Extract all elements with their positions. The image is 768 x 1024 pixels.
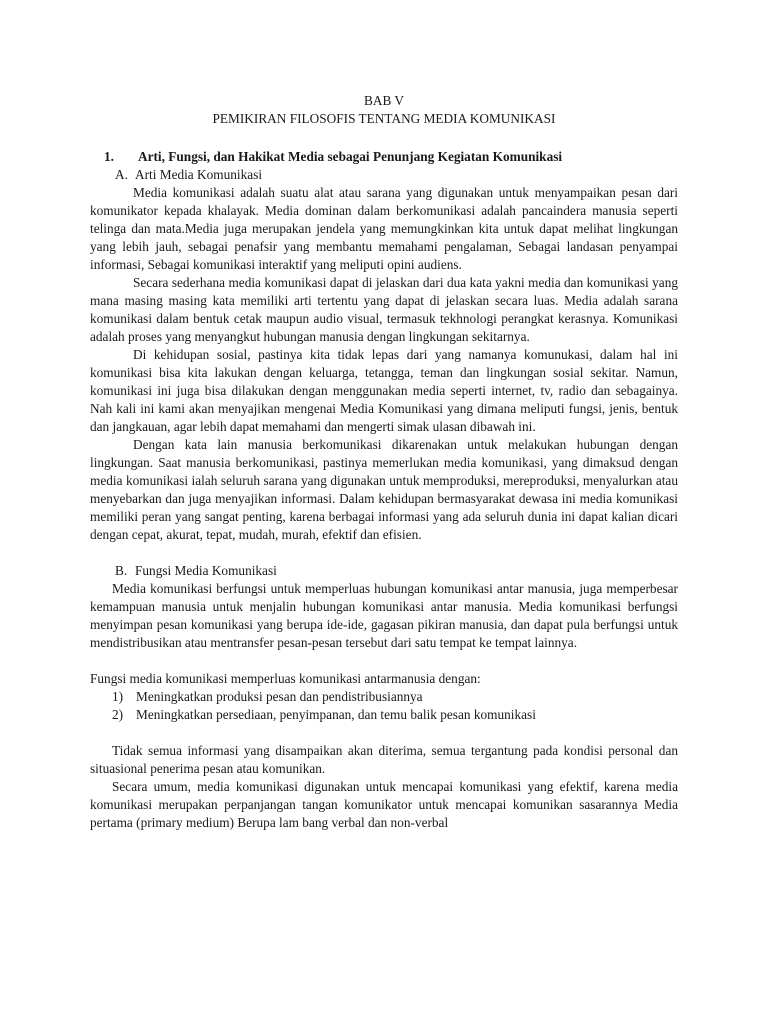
paragraph: Media komunikasi berfungsi untuk memperluas hubungan komunikasi antar manusia, juga memperbesar kemampuan manusia untuk menjalin hubungan komunikasi antar manusia. Media komunikasi berfungsi menyimpan pesan komunikasi yang berupa ide-ide, gagasan pikiran manusia, dan dapat pula berfungsi untuk mendistribusikan atau mentransfer pesan-pesan tersebut dari satu tempat ke tempat lainnya. bbox=[90, 581, 678, 650]
chapter-label: BAB V bbox=[363, 93, 405, 108]
paragraph: Tidak semua informasi yang disampaikan akan diterima, semua tergantung pada kondisi personal dan situasional penerima pesan atau komunikan. bbox=[90, 743, 678, 776]
list-marker: 2) bbox=[112, 707, 124, 722]
subsection-b-heading bbox=[90, 562, 678, 580]
subsection-b-title: Fungsi Media Komunikasi bbox=[135, 563, 277, 578]
function-intro: Fungsi media komunikasi memperluas komunikasi antarmanusia dengan: bbox=[90, 671, 481, 686]
subsection-a-title: Arti Media Komunikasi bbox=[135, 167, 263, 182]
list-item bbox=[90, 688, 678, 706]
section-number: 1. bbox=[104, 149, 114, 164]
spacer bbox=[90, 652, 678, 670]
spacer bbox=[90, 544, 678, 562]
list-marker: 1) bbox=[112, 689, 124, 704]
spacer bbox=[90, 724, 678, 742]
chapter-title: PEMIKIRAN FILOSOFIS TENTANG MEDIA KOMUNIKASI bbox=[212, 111, 556, 126]
paragraph: Secara umum, media komunikasi digunakan untuk mencapai komunikasi yang efektif, karena media komunikasi merupakan perpanjangan tangan komunikator untuk mencapai komunikan sasarannya Media pertama (primary medium) Berupa lam bang verbal dan non-verbal bbox=[90, 779, 678, 830]
section-heading-text: Arti, Fungsi, dan Hakikat Media sebagai Penunjang Kegiatan Komunikasi bbox=[138, 149, 563, 164]
paragraph: Dengan kata lain manusia berkomunikasi dikarenakan untuk melakukan hubungan dengan lingkungan. Saat manusia berkomunikasi, pastinya memerlukan media komunikasi, yang dimaksud dengan media komunikasi ialah seluruh sarana yang digunakan untuk memproduksi, mereproduksi, menyalurkan atau menyebarkan dan juga menyajikan informasi. Dalam kehidupan bermasyarakat dewasa ini media komunikasi memiliki peran yang sangat penting, karena berbagai informasi yang ada seluruh dunia ini dapat kalian dicari dengan cepat, akurat, tepat, mudah, murah, efektif dan efisien. bbox=[90, 437, 678, 542]
paragraph: Secara sederhana media komunikasi dapat di jelaskan dari dua kata yakni media dan komunikasi yang mana masing masing kata memiliki arti tertentu yang dapat di jelaskan secara luas. Media adalah sarana komunikasi dalam bentuk cetak maupun audio visual, termasuk tekhnologi perangkat kerasnya. Komunikasi adalah proses yang menyangkut hubungan manusia dengan lingkungan sekitarnya. bbox=[90, 275, 678, 344]
list-item bbox=[90, 706, 678, 724]
subsection-a-letter: A. bbox=[115, 167, 128, 182]
paragraph: Media komunikasi adalah suatu alat atau sarana yang digunakan untuk menyampaikan pesan dari komunikator kepada khalayak. Media dominan dalam berkomunikasi adalah pancaindera manusia seperti telinga dan mata.Media juga merupakan jendela yang memungkinkan kita untuk dapat melihat lingkungan yang lebih jauh, sebagai penafsir yang membantu memahami pengalaman, Sebagai landasan penyampai informasi, Sebagai komunikasi interaktif yang meliputi opini audiens. bbox=[90, 185, 678, 272]
section-heading bbox=[90, 148, 678, 166]
subsection-a-heading bbox=[90, 166, 678, 184]
subsection-b-letter: B. bbox=[115, 563, 128, 578]
document-page bbox=[90, 92, 678, 832]
list-item-text: Meningkatkan persediaan, penyimpanan, dan temu balik pesan komunikasi bbox=[136, 707, 536, 722]
list-item-text: Meningkatkan produksi pesan dan pendistribusiannya bbox=[136, 689, 423, 704]
paragraph: Di kehidupan sosial, pastinya kita tidak lepas dari yang namanya komunukasi, dalam hal ini komunikasi bisa kita lakukan dengan keluarga, tetangga, teman dan lingkungan sosial sekitar. Namun, komunikasi ini juga bisa dilakukan dengan menggunakan media seperti internet, tv, radio dan sebagainya. Nah kali ini kami akan menyajikan mengenai Media Komunikasi yang dimana meliputi fungsi, jenis, bentuk dan jangkauan, agar lebih dapat memahami dan mengerti simak ulasan dibawah ini. bbox=[90, 347, 678, 434]
